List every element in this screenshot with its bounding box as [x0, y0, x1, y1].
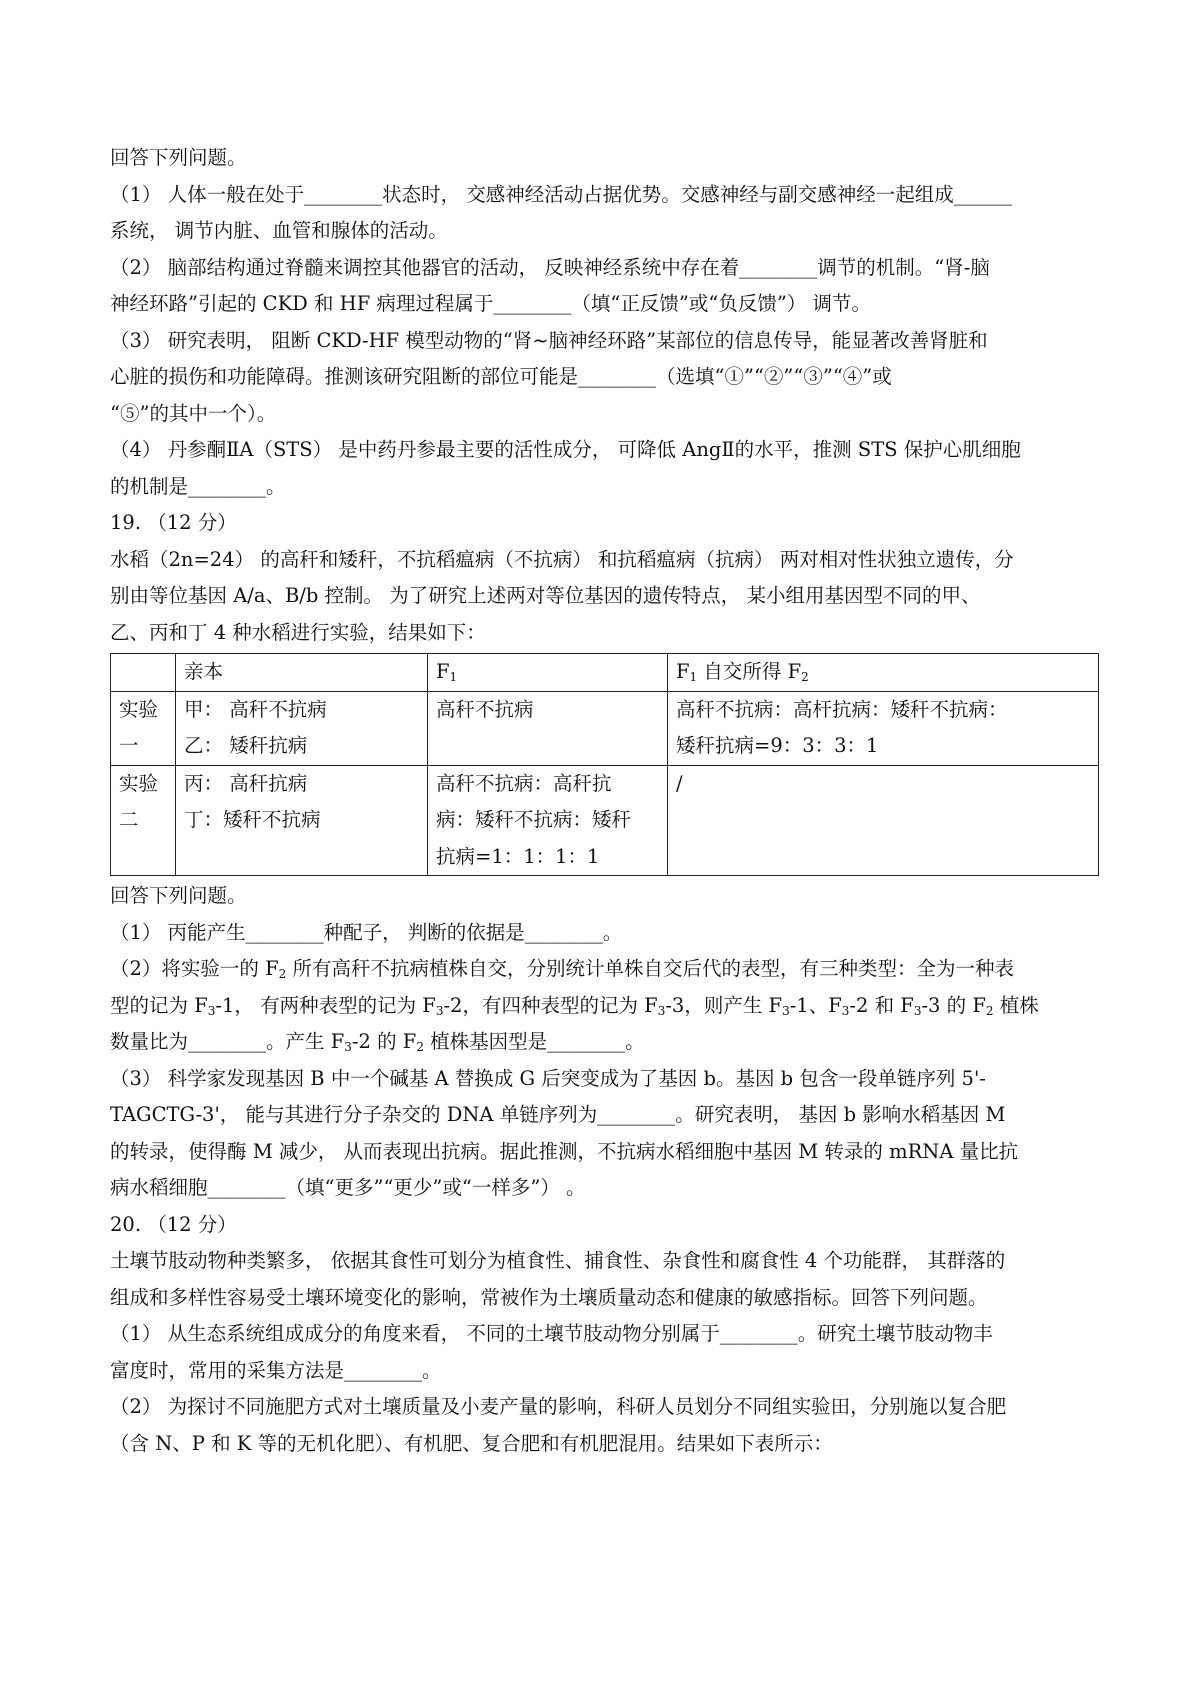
q18-part2-line1: （2） 脑部结构通过脊髓来调控其他器官的活动， 反映神经系统中存在着________调节的机制。“肾-脑	[110, 255, 990, 279]
q20-part2-line1: （2） 为探讨不同施肥方式对土壤质量及小麦产量的影响，科研人员划分不同组实验田，分别施以复合肥	[110, 1395, 1007, 1418]
q18-part4-line2: 的机制是________。	[110, 474, 286, 498]
q19-part2-line2: 型的记为 $F_3-1$， 有两种表型的记为 $F_3-2$，有四种表型的记为 $F_3-3$，则产生 $F_3-1$、$F_3-2$ 和 $F_3-3$ 的 $F_2$ 植株	[110, 993, 1039, 1018]
row2-name: 实验 二	[111, 765, 176, 876]
q19-intro-line1: 水稻（2n=24） 的高秆和矮秆，不抗稻瘟病（不抗病） 和抗稻瘟病（抗病） 两对相对性状独立遗传，分	[110, 547, 1014, 571]
q19-part2-line3: 数量比为________。产生 $F_3-2$ 的 $F_2$ 植株基因型是________。	[110, 1030, 645, 1054]
q19-part3-line4: 病水稻细胞________（填“更多”“更少”或“一样多”） 。	[110, 1176, 586, 1199]
q19-part3-line2: TAGCTG-3'， 能与其进行分子杂交的 DNA 单链序列为________。研究表明， 基因 b 影响水稻基因 M	[110, 1103, 1006, 1126]
q20-heading: 20. （12 分）	[110, 1212, 237, 1236]
q19-intro-line3: 乙、丙和丁 4 种水稻进行实验，结果如下：	[110, 620, 486, 644]
q18-part1-line2: 系统， 调节内脏、血管和腺体的活动。	[110, 219, 448, 242]
q19-heading: 19. （12 分）	[110, 511, 237, 534]
row1-parents: 甲： 高秆不抗病 乙： 矮秆抗病	[176, 691, 428, 765]
table-row	[111, 765, 1099, 876]
row1-name: 实验 一	[111, 691, 176, 765]
header-blank	[111, 654, 176, 692]
row1-f1: 高秆不抗病	[428, 691, 668, 765]
header-parent: 亲本	[176, 654, 428, 692]
q20-part1-line2: 富度时，常用的采集方法是________。	[110, 1358, 442, 1382]
row2-parents: 丙： 高秆抗病 丁：矮秆不抗病	[176, 765, 428, 876]
q19-lead: 回答下列问题。	[110, 884, 247, 907]
row2-f2: /	[668, 765, 1099, 876]
q19-intro-line2: 别由等位基因 A/a、B/b 控制。 为了研究上述两对等位基因的遗传特点， 某小组用基因型不同的甲、	[110, 584, 981, 607]
q18-part4-line1: （4） 丹参酮ⅡA（STS） 是中药丹参最主要的活性成分， 可降低 AngⅡ的水平，推测 STS 保护心肌细胞	[110, 438, 1021, 461]
q18-part2-line2: 神经环路”引起的 CKD 和 HF 病理过程属于________（填“正反馈”或“负反馈”） 调节。	[110, 292, 871, 315]
table-row	[111, 691, 1099, 765]
table-header-row	[111, 654, 1099, 692]
q18-part1-line1: （1） 人体一般在处于________状态时， 交感神经活动占据优势。交感神经与副交感神经一起组成______	[110, 182, 1013, 206]
q18-part3-line1: （3） 研究表明， 阻断 CKD-HF 模型动物的“肾~脑神经环路”某部位的信息传导，能显著改善肾脏和	[110, 328, 988, 352]
q20-part1-line1: （1） 从生态系统组成成分的角度来看， 不同的土壤节肢动物分别属于________。研究土壤节肢动物丰	[110, 1322, 993, 1345]
q20-intro-line1: 土壤节肢动物种类繁多， 依据其食性可划分为植食性、捕食性、杂食性和腐食性 4 个功能群， 其群落的	[110, 1249, 1006, 1272]
q18-lead: 回答下列问题。	[110, 146, 247, 169]
q19-part3-line3: 的转录，使得酶 M 减少， 从而表现出抗病。据此推测，不抗病水稻细胞中基因 M 转录的 mRNA 量比抗	[110, 1139, 1019, 1163]
experiment-table	[110, 653, 1099, 876]
q19-part2-line1: （2）将实验一的 $F_2$ 所有高秆不抗病植株自交，分别统计单株自交后代的表型，有三种类型：全为一种表	[110, 957, 1014, 981]
q20-part2-line2: （含 N、P 和 K 等的无机化肥）、有机肥、复合肥和有机肥混用。结果如下表所示：	[110, 1431, 833, 1455]
header-f1: $F_1$	[428, 654, 668, 692]
page-content	[110, 140, 1100, 1462]
header-f2: $F_1$ 自交所得 $F_2$	[668, 654, 1099, 692]
q18-part3-line3: “⑤”的其中一个）。	[110, 401, 277, 425]
q20-intro-line2: 组成和多样性容易受土壤环境变化的影响，常被作为土壤质量动态和健康的敏感指标。回答下列问题。	[110, 1285, 988, 1309]
row1-f2: 高秆不抗病：高杆抗病：矮秆不抗病： 矮秆抗病=9：3：3：1	[668, 691, 1099, 765]
q19-part3-line1: （3） 科学家发现基因 B 中一个碱基 A 替换成 G 后突变成为了基因 b。基因 b 包含一段单链序列 5'-	[110, 1066, 986, 1090]
row2-f1: 高秆不抗病：高秆抗 病：矮秆不抗病：矮秆 抗病=1：1：1：1	[428, 765, 668, 876]
q19-part1: （1） 丙能产生________种配子， 判断的依据是________。	[110, 920, 623, 944]
q18-part3-line2: 心脏的损伤和功能障碍。推测该研究阻断的部位可能是________（选填“①”“②”“③”“④”或	[110, 365, 892, 388]
